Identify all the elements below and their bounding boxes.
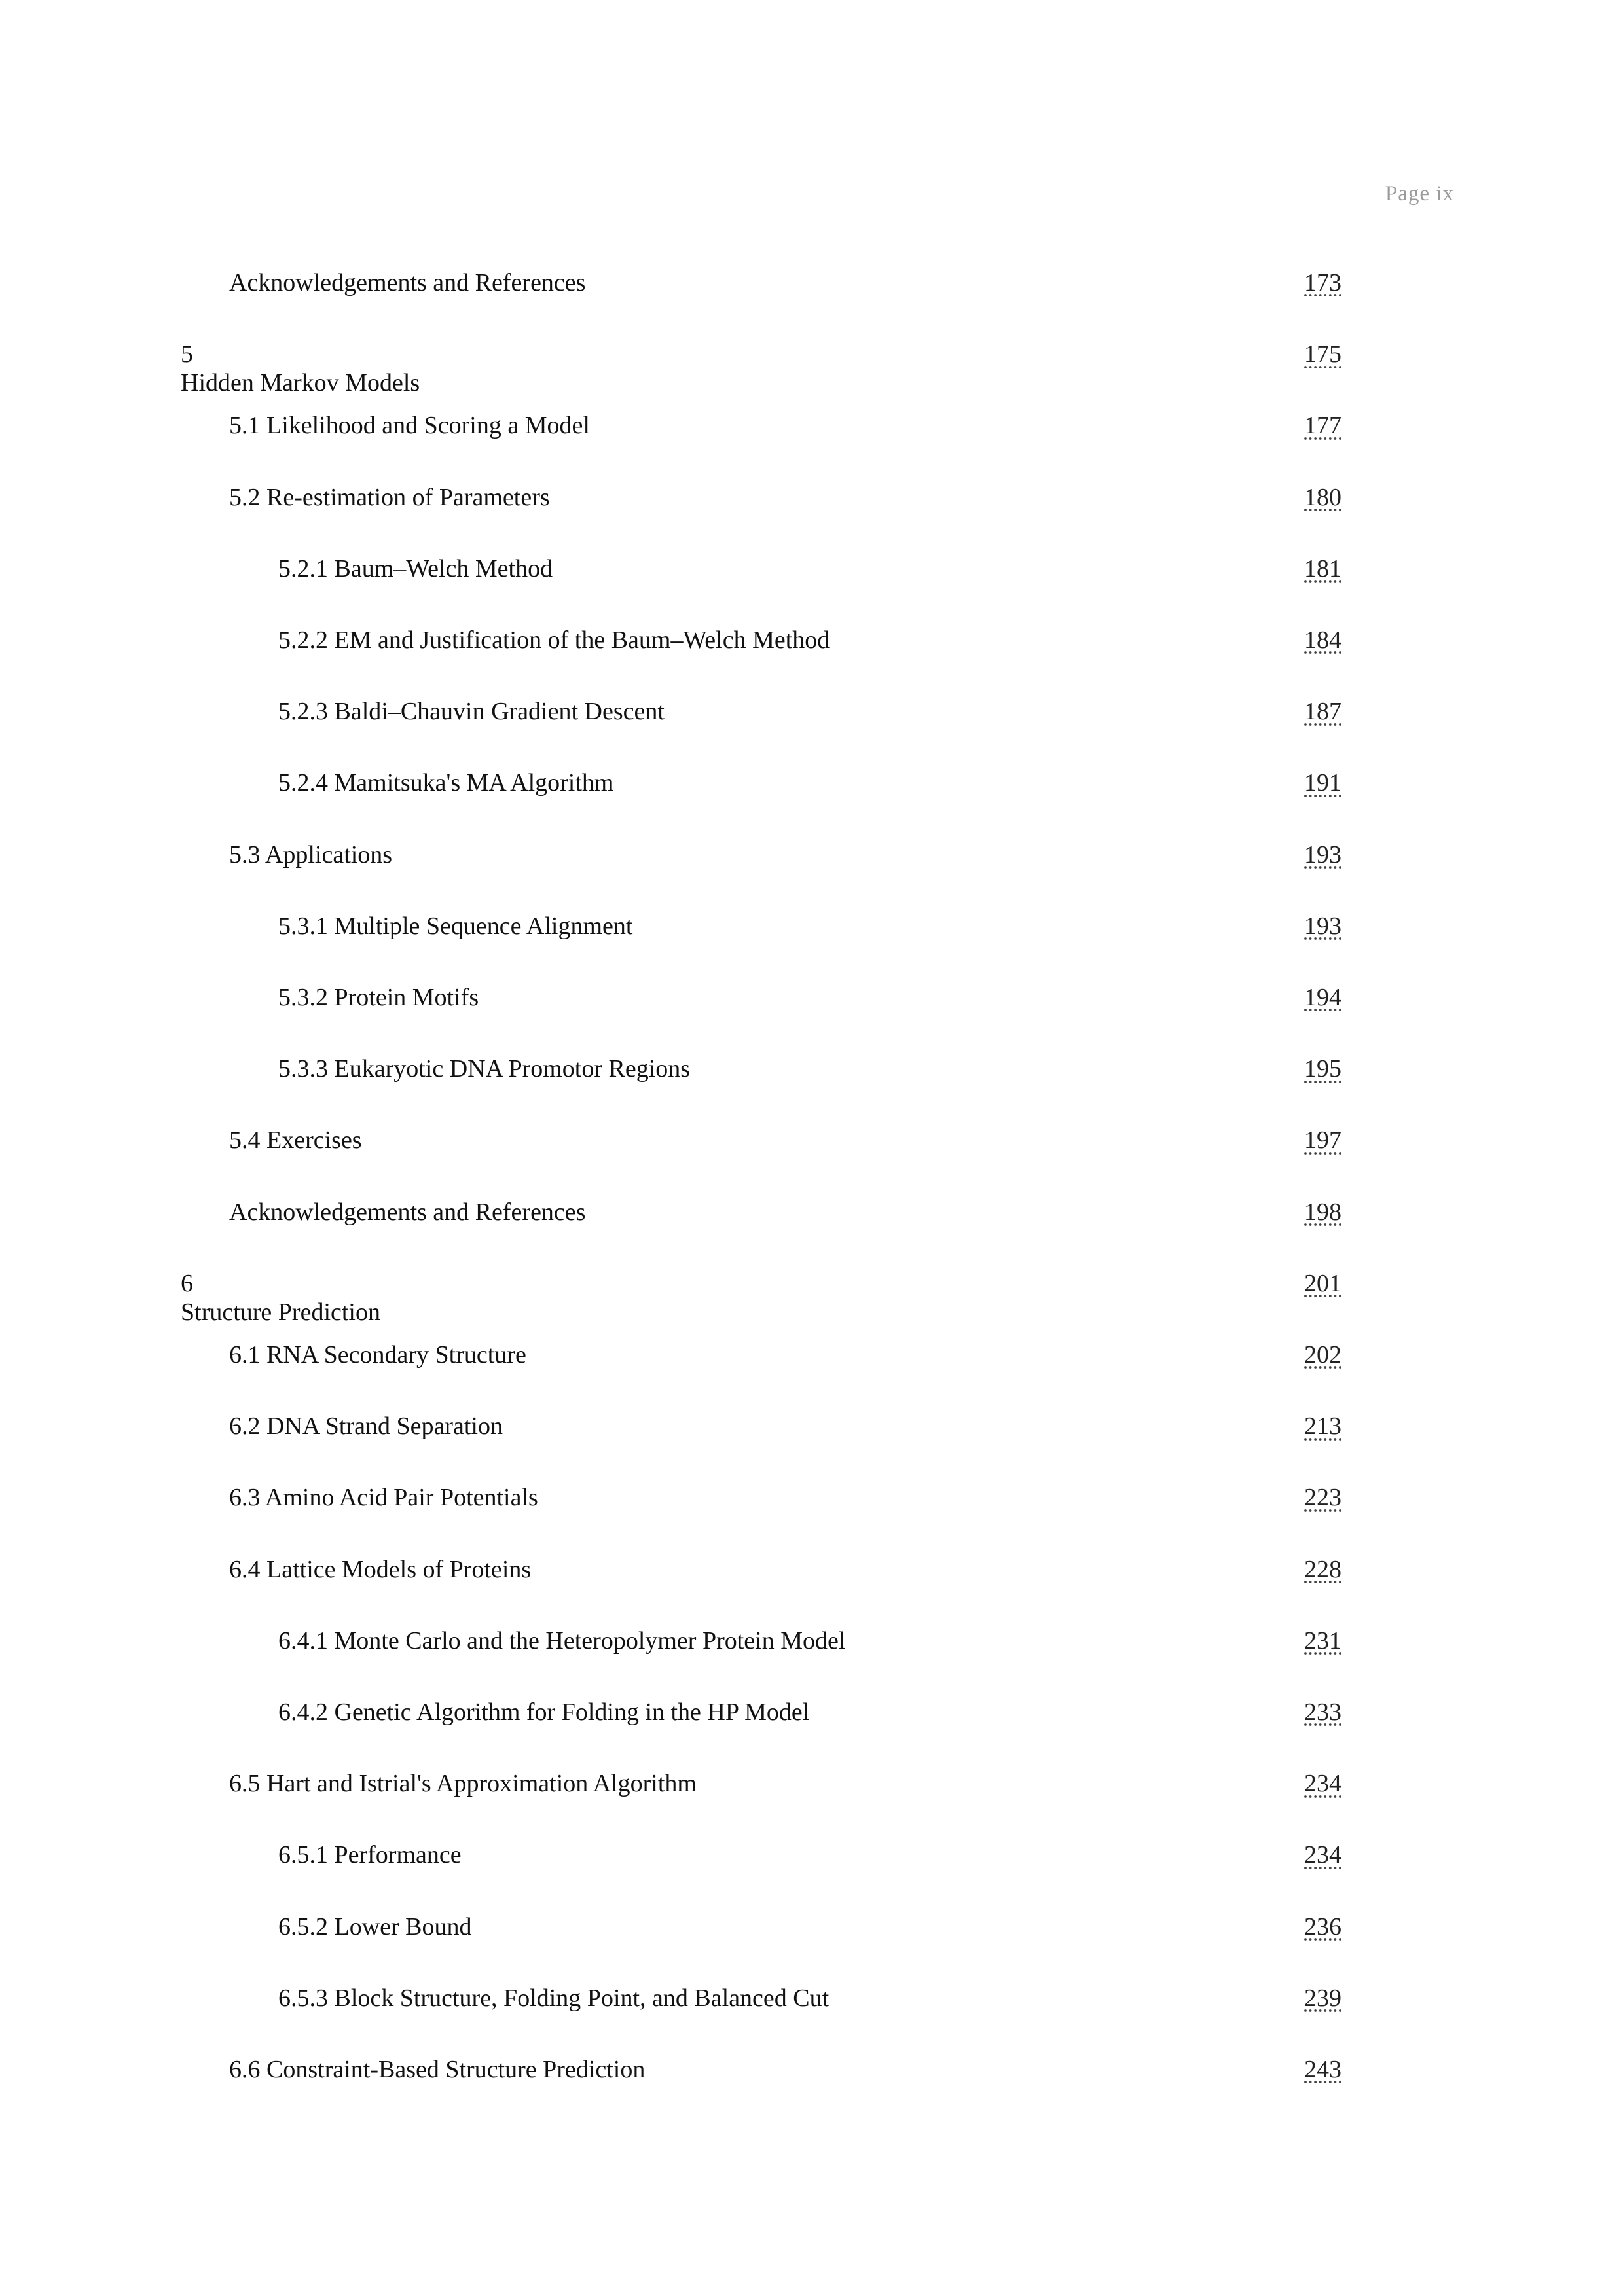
toc-entry	[0, 411, 1623, 476]
toc-entry-title: 5.3 Applications	[229, 840, 393, 869]
toc-page-link[interactable]: 233	[1304, 1698, 1341, 1726]
toc-page-link[interactable]: 177	[1304, 412, 1341, 440]
toc-entry	[0, 1984, 1623, 2049]
toc-entry	[0, 1054, 1623, 1120]
toc-page-link[interactable]: 193	[1304, 840, 1341, 869]
toc-chapter-heading	[181, 340, 420, 397]
toc-entry	[0, 1412, 1623, 1477]
toc-entry	[0, 626, 1623, 691]
toc-entry-title: 5.1 Likelihood and Scoring a Model	[229, 412, 590, 440]
toc-entry-title: 6.3 Amino Acid Pair Potentials	[229, 1484, 538, 1512]
toc-entry-title: 6.5.2 Lower Bound	[278, 1912, 472, 1941]
toc-page-link[interactable]: 234	[1304, 1770, 1341, 1798]
toc-page-link[interactable]: 191	[1304, 769, 1341, 797]
toc-page-link[interactable]: 198	[1304, 1198, 1341, 1226]
toc-entry	[0, 2055, 1623, 2121]
toc-entry	[0, 554, 1623, 620]
toc-entry-title: 6.5.3 Block Structure, Folding Point, and Balanced Cut	[278, 1984, 830, 2012]
toc-entry-title: Acknowledgements and References	[229, 1198, 586, 1226]
toc-entry	[0, 1126, 1623, 1191]
toc-chapter-entry	[0, 1269, 1623, 1335]
toc-entry-title: Acknowledgements and References	[229, 269, 586, 296]
toc-page-link[interactable]: 201	[1304, 1269, 1341, 1297]
toc-entry	[0, 697, 1623, 762]
toc-page-link[interactable]: 193	[1304, 912, 1341, 940]
toc-page-link[interactable]: 231	[1304, 1626, 1341, 1655]
toc-page-link[interactable]: 187	[1304, 698, 1341, 726]
toc-entry	[0, 1912, 1623, 1978]
toc-page-link[interactable]: 197	[1304, 1126, 1341, 1155]
chapter-title: Hidden Markov Models	[181, 369, 420, 397]
toc-entry	[0, 1340, 1623, 1406]
toc-page-link[interactable]: 236	[1304, 1912, 1341, 1941]
toc-entry-title: 5.2.4 Mamitsuka's MA Algorithm	[278, 769, 614, 797]
toc-entry	[0, 1198, 1623, 1263]
toc-entry-title: 6.5 Hart and Istrial's Approximation Algorithm	[229, 1770, 697, 1798]
toc-entry-title: 6.4.1 Monte Carlo and the Heteropolymer Protein Model	[278, 1626, 846, 1655]
toc-page-link[interactable]: 213	[1304, 1412, 1341, 1441]
toc-page-link[interactable]: 239	[1304, 1984, 1341, 2012]
toc-page-link[interactable]: 175	[1304, 340, 1341, 368]
toc-entry-title: 5.4 Exercises	[229, 1126, 362, 1155]
toc-entry	[0, 1840, 1623, 1906]
toc-entry-title: 5.2.1 Baum–Welch Method	[278, 554, 553, 583]
toc-entry	[0, 912, 1623, 977]
toc-page-link[interactable]: 173	[1304, 269, 1341, 296]
toc-entry-title: 5.3.3 Eukaryotic DNA Promotor Regions	[278, 1055, 691, 1083]
toc-entry-title: 6.6 Constraint-Based Structure Prediction	[229, 2056, 646, 2083]
toc-page-link[interactable]: 243	[1304, 2056, 1341, 2083]
toc-entry	[0, 1626, 1623, 1692]
toc-entry	[0, 483, 1623, 548]
toc-entry	[0, 840, 1623, 906]
toc-page-link[interactable]: 234	[1304, 1841, 1341, 1869]
toc-entry	[0, 1769, 1623, 1835]
toc-page-link[interactable]: 223	[1304, 1484, 1341, 1512]
chapter-number: 5	[181, 340, 193, 368]
toc-entry-title: 6.1 RNA Secondary Structure	[229, 1341, 526, 1369]
toc-entry-title: 6.5.1 Performance	[278, 1841, 462, 1869]
page-number-label: Page ix	[1385, 182, 1454, 206]
chapter-title: Structure Prediction	[181, 1298, 380, 1326]
chapter-number: 6	[181, 1269, 193, 1297]
toc-entry	[0, 983, 1623, 1049]
toc-entry-title: 6.4.2 Genetic Algorithm for Folding in the HP Model	[278, 1698, 810, 1726]
toc-entry	[0, 268, 1623, 334]
toc-page-link[interactable]: 202	[1304, 1341, 1341, 1369]
toc-entry-title: 6.4 Lattice Models of Proteins	[229, 1555, 532, 1583]
toc-entry-title: 5.2.2 EM and Justification of the Baum–Welch Method	[278, 626, 830, 654]
toc-page-link[interactable]: 181	[1304, 554, 1341, 583]
toc-entry-title: 5.3.1 Multiple Sequence Alignment	[278, 912, 633, 940]
toc-page-link[interactable]: 228	[1304, 1555, 1341, 1583]
toc-entry	[0, 768, 1623, 834]
toc-entry	[0, 1483, 1623, 1549]
toc-page-link[interactable]: 180	[1304, 483, 1341, 511]
toc-entry-title: 6.2 DNA Strand Separation	[229, 1412, 503, 1441]
toc-chapter-entry	[0, 340, 1623, 405]
toc-entry-title: 5.3.2 Protein Motifs	[278, 984, 479, 1011]
toc-entry-title: 5.2.3 Baldi–Chauvin Gradient Descent	[278, 698, 665, 726]
toc-entry	[0, 1698, 1623, 1763]
toc-page-link[interactable]: 194	[1304, 984, 1341, 1011]
toc-chapter-heading	[181, 1269, 380, 1327]
toc-entry-title: 5.2 Re-estimation of Parameters	[229, 483, 550, 511]
toc-page-link[interactable]: 195	[1304, 1055, 1341, 1083]
toc-page-link[interactable]: 184	[1304, 626, 1341, 654]
toc-entry	[0, 1555, 1623, 1621]
